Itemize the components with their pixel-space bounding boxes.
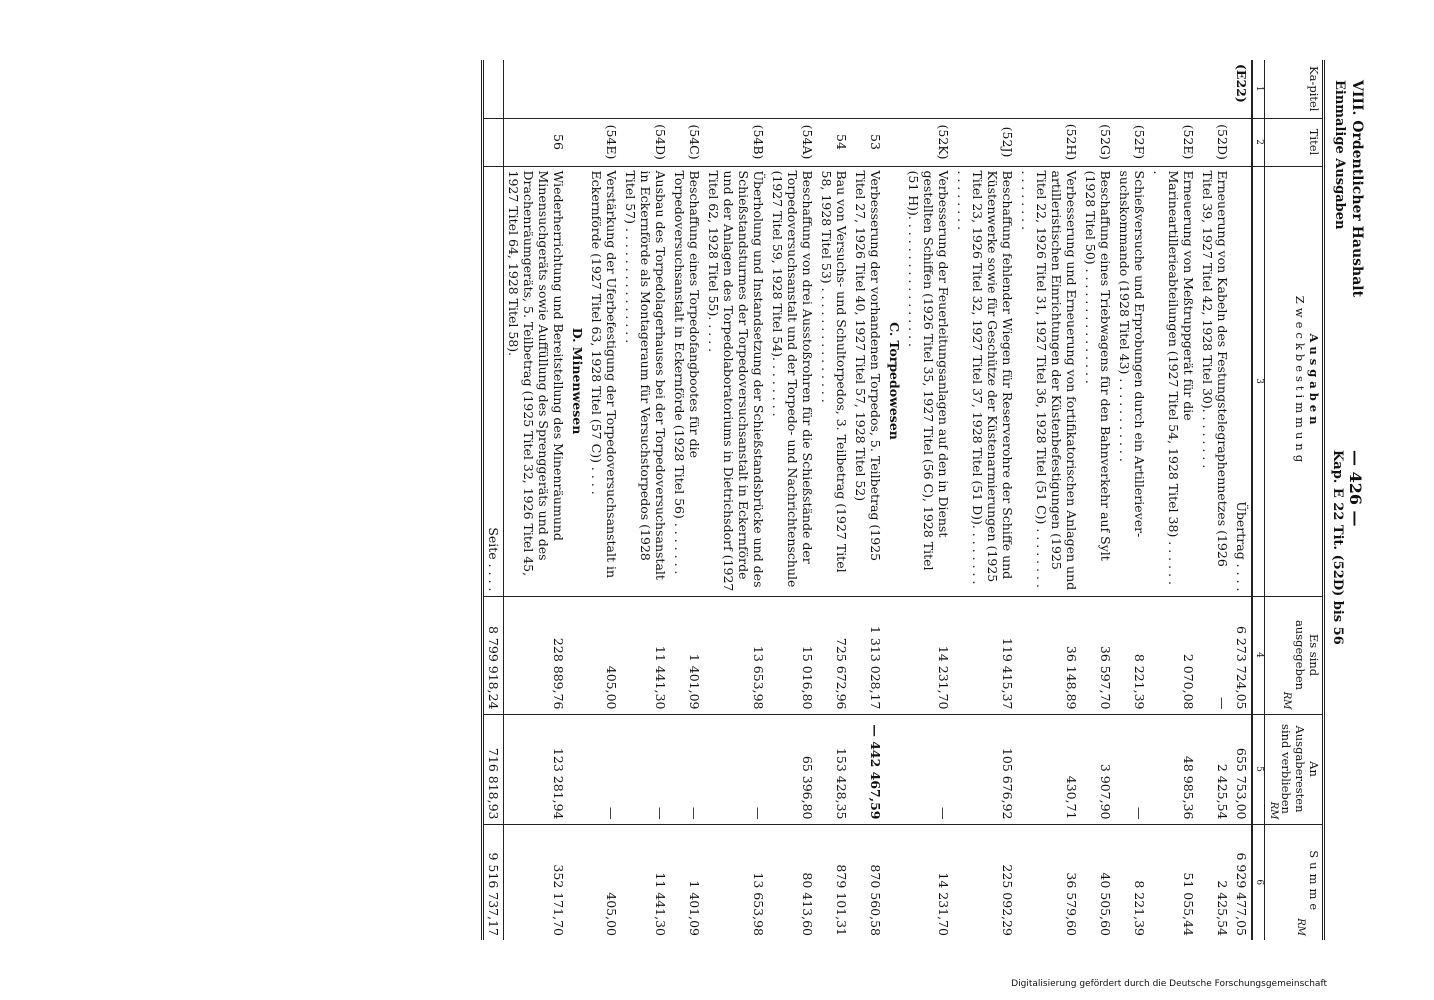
- row-text: Erneuerung von Kabeln des Festungstelegraphennetzes (1926 Titel 39, 1927 Titel 42, 1928 Titel 30). . . . . . . .: [1198, 166, 1232, 596]
- row-ausgegeben: 8 221,39: [1115, 596, 1149, 714]
- row-reste: 3 907,90: [1081, 714, 1115, 824]
- section-c-heading: [885, 60, 904, 940]
- seite-ausgegeben: 8 799 918,24: [482, 596, 503, 714]
- table-row: [1081, 60, 1115, 940]
- rows-mines: [503, 60, 568, 940]
- row-reste: —: [904, 714, 953, 824]
- row-ausgegeben: —: [1198, 596, 1232, 714]
- col-number: 4: [1252, 596, 1264, 714]
- row-text: Ausbau des Torpedolagerhauses bei der Torpedoversuchsanstalt in Eckernförde als Montageraum für Versuchstorpedos (1928 Titel 57) . . . . . . . . . . . . . . .: [621, 166, 670, 596]
- row-summe: 13 653,98: [704, 824, 768, 940]
- row-titel: (52J): [953, 118, 1017, 166]
- row-text: Verbesserung der Feuerleitungsanlagen auf den in Dienst gestellten Schiffen (1926 Titel 35, 1927 Titel (56 C), 1928 Titel (51 H)). . . . . . . . . . . . . . . . .: [904, 166, 953, 596]
- section-title: VIII. Ordentlicher Haushalt: [1349, 80, 1365, 298]
- row-titel: (54A): [768, 118, 817, 166]
- col-zweck-label: Zweckbestimmung: [1293, 295, 1308, 467]
- row-text: Beschaffung eines Torpedofangbootes für die Torpedoversuchsanstalt in Eckernförde (1928 Titel 56) . . . . . . .: [670, 166, 704, 596]
- row-titel: (52K): [904, 118, 953, 166]
- table-row: [768, 60, 817, 940]
- row-text: Überholung und Instandsetzung der Schießstandsbrücke und des Schießstandsturmes der Torpedoversuchsanstalt in Eckernförde und der Anlagen des Torpedolaboratoriums in Dietrichsdorf (1927 Titel 62, 1928 Titel 55). . . . .: [704, 166, 768, 596]
- row-reste: 123 281,94: [503, 714, 568, 824]
- row-text: Beschaffung von drei Ausstoßrohren für die Schießstände der Torpedoversuchsanstalt und der Torpedo- und Nachrichtenschule (1927 Titel 59, 1928 Titel 54). . . . . . . .: [768, 166, 817, 596]
- row-summe: 2 425,54: [1198, 824, 1232, 940]
- table-header: [1264, 60, 1323, 940]
- row-ausgegeben: 405,00: [587, 596, 621, 714]
- rows-artillery: [904, 60, 1232, 940]
- page-number: — 426 —: [1346, 450, 1365, 527]
- row-summe: 40 505,60: [1081, 824, 1115, 940]
- col-number: 3: [1252, 166, 1264, 596]
- table-row: [587, 60, 621, 940]
- row-reste: 153 428,35: [817, 714, 851, 824]
- row-ausgegeben: 725 672,96: [817, 596, 851, 714]
- row-ausgegeben: 1 401,09: [670, 596, 704, 714]
- table-row: [1115, 60, 1149, 940]
- row-summe: 879 101,31: [817, 824, 851, 940]
- rows-torpedo: [587, 60, 885, 940]
- row-ausgegeben: 1 313 028,17: [851, 596, 885, 714]
- budget-table: [481, 60, 1325, 940]
- unit-rm: RM: [1281, 691, 1293, 710]
- row-titel: (54E): [587, 118, 621, 166]
- table-row: [1198, 60, 1232, 940]
- table-row: [503, 60, 568, 940]
- table-row: [953, 60, 1017, 940]
- col-ausgegeben-label: Es sind ausgegeben: [1293, 619, 1321, 691]
- row-ausgegeben: 36 148,89: [1017, 596, 1081, 714]
- row-ausgegeben: 119 415,37: [953, 596, 1017, 714]
- page-range: Kap. E 22 Tit. (52D) bis 56: [1330, 450, 1345, 645]
- row-titel: (52G): [1081, 118, 1115, 166]
- col-number: 5: [1252, 714, 1264, 824]
- row-text: Schießversuche und Erprobungen durch ein Artilleriever-suchskommando (1928 Titel 43) . . . . . . . . . . .: [1115, 166, 1149, 596]
- row-summe: 1 401,09: [670, 824, 704, 940]
- row-reste: — 442 467,59: [851, 714, 885, 824]
- row-text: Verbesserung und Erneuerung von fortifikatorischen Anlagen und artilleristischen Einrichtungen der Küstenbefestigungen (1925 Titel 22, 1926 Titel 31, 1927 Titel 36, 1928 Titel (51 C)) . . . . . . . . . . . . . . . .: [1017, 166, 1081, 596]
- unit-rm: RM: [1295, 918, 1307, 936]
- row-text: Wiederherrichtung und Bereitstellung des Minenräumund Minensuchgeräts sowie Auffüllung des Sprenggeräts und des Drachenräumgeräts, 5. Teilbetrag (1925 Titel 32, 1926 Titel 45, 1927 Titel 64, 1928 Titel 58).: [503, 166, 568, 596]
- seite-label: Seite . . . .: [482, 166, 503, 596]
- table-row: [621, 60, 670, 940]
- col-titel: Titel: [1264, 118, 1323, 166]
- section-c-title: C. Torpedowesen: [885, 166, 904, 596]
- row-reste: —: [1115, 714, 1149, 824]
- row-summe: 36 579,60: [1017, 824, 1081, 940]
- row-titel: (54C): [670, 118, 704, 166]
- row-ausgegeben: 11 441,30: [621, 596, 670, 714]
- row-summe: 51 055,44: [1149, 824, 1198, 940]
- uebertrag-summe: 6 929 477,05: [1232, 824, 1252, 940]
- digitization-note: Digitalisierung gefördert durch die Deutsche Forschungsgemeinschaft: [1011, 979, 1327, 990]
- page-header: [1329, 60, 1365, 940]
- table-row: [670, 60, 704, 940]
- row-text: Verbesserung der vorhandenen Torpedos, 5. Teilbetrag (1925 Titel 27, 1926 Titel 40, 1927 Titel 57, 1928 Titel 52): [851, 166, 885, 596]
- row-reste: 105 676,92: [953, 714, 1017, 824]
- col-reste: [1264, 714, 1323, 824]
- row-titel: (52H): [1017, 118, 1081, 166]
- row-ausgegeben: 2 070,08: [1149, 596, 1198, 714]
- uebertrag-label: Übertrag . . . .: [1232, 166, 1252, 596]
- row-summe: 870 560,58: [851, 824, 885, 940]
- col-summe-label: Summe: [1307, 850, 1321, 915]
- row-reste: —: [621, 714, 670, 824]
- seite-summe: 9 516 737,17: [482, 824, 503, 940]
- table-row: [904, 60, 953, 940]
- row-reste: 48 985,36: [1149, 714, 1198, 824]
- row-ausgegeben: 13 653,98: [704, 596, 768, 714]
- row-reste: —: [704, 714, 768, 824]
- uebertrag-ausgegeben: 6 273 724,05: [1232, 596, 1252, 714]
- col-reste-label: An Ausgaberesten sind verblieben: [1279, 724, 1321, 814]
- row-reste: —: [670, 714, 704, 824]
- col-number: 6: [1252, 824, 1264, 940]
- row-ausgegeben: 36 597,70: [1081, 596, 1115, 714]
- table-row: [851, 60, 885, 940]
- table-row: [1149, 60, 1198, 940]
- table-row: [704, 60, 768, 940]
- row-summe: 225 092,29: [953, 824, 1017, 940]
- unit-rm: RM: [1267, 801, 1279, 820]
- row-summe: 352 171,70: [503, 824, 568, 940]
- row-summe: 80 413,60: [768, 824, 817, 940]
- section-subtitle: Einmalige Ausgaben: [1332, 80, 1347, 230]
- col-zweck: [1264, 166, 1323, 596]
- uebertrag-reste: 655 753,00: [1232, 714, 1252, 824]
- row-summe: 11 441,30: [621, 824, 670, 940]
- document-page: [67, 60, 1367, 990]
- seite-reste: 716 818,93: [482, 714, 503, 824]
- row-reste: 430,71: [1017, 714, 1081, 824]
- row-reste: 65 396,80: [768, 714, 817, 824]
- col-summe: [1264, 824, 1323, 940]
- row-text: Erneuerung von Meßtruppgerät für die Marineartillerieabteilungen (1927 Titel 54, 1928 Titel 38) . . . . . . .: [1149, 166, 1198, 596]
- row-titel: (52E): [1149, 118, 1198, 166]
- row-ausgegeben: 14 231,70: [904, 596, 953, 714]
- section-d-heading: [568, 60, 587, 940]
- row-reste: —: [587, 714, 621, 824]
- row-text: Beschaffung eines Triebwagens für den Bahnverkehr auf Sylt (1928 Titel 50) . . . . . . . . . . . . . . .: [1081, 166, 1115, 596]
- row-text: Bau von Versuchs- und Schultorpedos, 3. Teilbetrag (1927 Titel 58, 1928 Titel 53) . . . . . . . . . . . . . . .: [817, 166, 851, 596]
- row-titel: (54B): [704, 118, 768, 166]
- row-ausgegeben: 228 889,76: [503, 596, 568, 714]
- seite-row: [482, 60, 503, 940]
- row-summe: 14 231,70: [904, 824, 953, 940]
- row-titel: 54: [817, 118, 851, 166]
- row-summe: 8 221,39: [1115, 824, 1149, 940]
- col-number: 1: [1252, 60, 1264, 118]
- col-kapitel: Ka-pitel: [1264, 60, 1323, 118]
- kapitel-label: (E22): [1233, 64, 1249, 103]
- row-titel: 56: [503, 118, 568, 166]
- col-ausgaben-label: Ausgaben: [1307, 333, 1321, 429]
- row-ausgegeben: 15 016,80: [768, 596, 817, 714]
- row-text: Beschaffung fehlender Wiegen für Reserverohre der Schiffe und Küstenwerke sowie für Geschütze der Küstenarmierungen (1925 Titel 23, 1926 Titel 32, 1927 Titel 37, 1928 Titel (51 D)). . . . . . . . . . . . . . . .: [953, 166, 1017, 596]
- row-titel: 53: [851, 118, 885, 166]
- column-numbers: [1252, 60, 1264, 940]
- row-titel: (54D): [621, 118, 670, 166]
- table-row: [1017, 60, 1081, 940]
- row-reste: 2 425,54: [1198, 714, 1232, 824]
- row-titel: (52F): [1115, 118, 1149, 166]
- table-row: [817, 60, 851, 940]
- row-titel: (52D): [1198, 118, 1232, 166]
- col-ausgegeben: [1264, 596, 1323, 714]
- col-number: 2: [1252, 118, 1264, 166]
- row-text: Verstärkung der Uferbefestigung der Torpedoversuchsanstalt in Eckernförde (1927 Titel 63, 1928 Titel (57 C)) . . . .: [587, 166, 621, 596]
- section-d-title: D. Minenwesen: [568, 166, 587, 596]
- uebertrag-row: [1232, 60, 1252, 940]
- row-summe: 405,00: [587, 824, 621, 940]
